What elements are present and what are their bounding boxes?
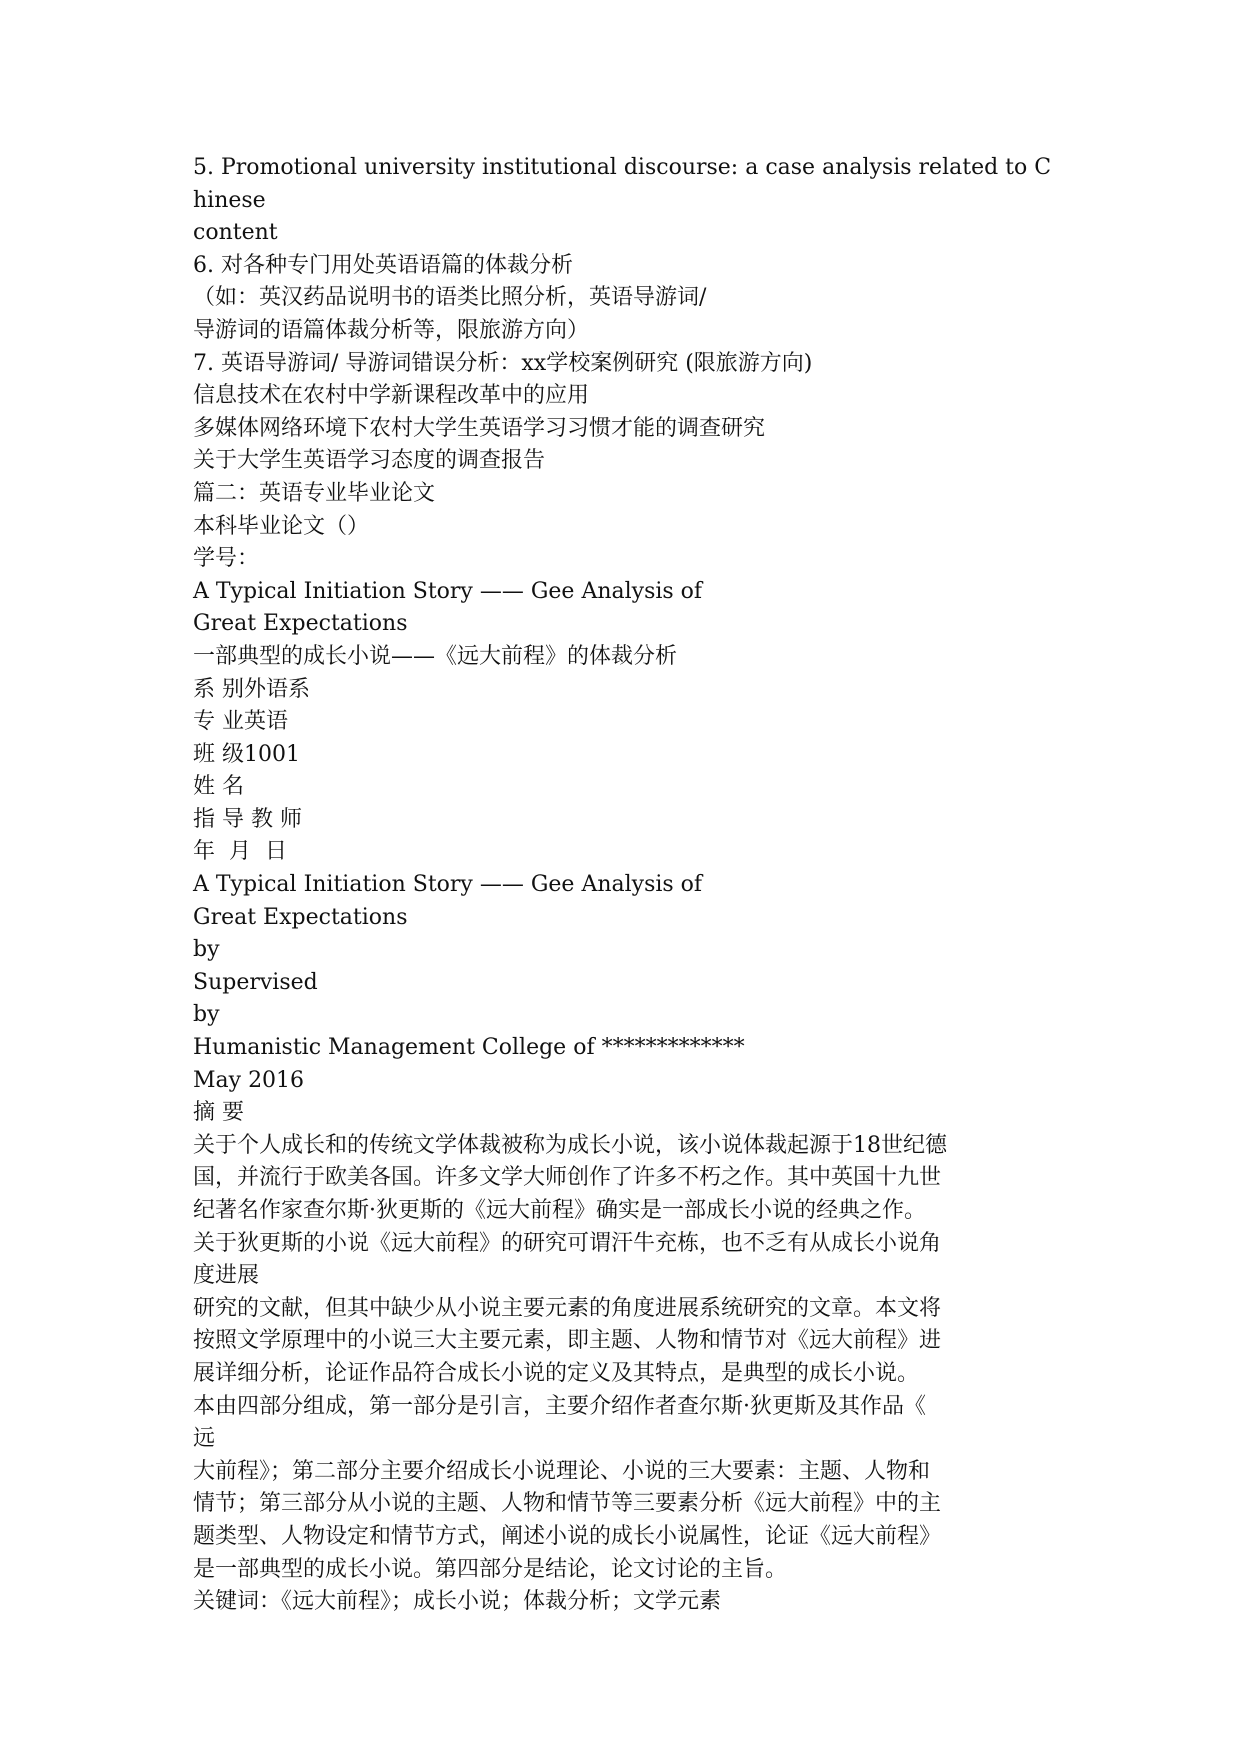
text-line: May 2016: [193, 1067, 305, 1093]
keywords-line: 关键词：《远大前程》；成长小说；体裁分析；文学元素: [193, 1589, 722, 1615]
abstract-text: 按照文学原理中的小说三大主要元素，即主题、人物和情节对《远大前程》进: [193, 1328, 942, 1354]
text-line: 关于大学生英语学习态度的调查报告: [193, 448, 546, 474]
text-line: 学号：: [193, 546, 260, 572]
section-heading: 篇二：英语专业毕业论文: [193, 480, 436, 506]
abstract-text: 大前程》；第二部分主要介绍成长小说理论、小说的三大要素：主题、人物和: [193, 1458, 931, 1484]
abstract-text: 国，并流行于欧美各国。许多文学大师创作了许多不朽之作。其中英国十九世: [193, 1165, 942, 1191]
abstract-text: 远: [193, 1426, 216, 1452]
text-line: 7. 英语导游词/ 导游词错误分析：xx学校案例研究 (限旅游方向): [193, 350, 813, 376]
text-line: by: [193, 1002, 220, 1028]
cover-field: 年 月 日: [193, 839, 287, 865]
text-line: 5. Promotional university institutional discourse: a case analysis related to Chinese: [193, 155, 1052, 213]
text-line: Supervised: [193, 969, 318, 995]
text-line: by: [193, 937, 220, 963]
abstract-text: 研究的文献，但其中缺少从小说主要元素的角度进展系统研究的文章。本文将: [193, 1295, 942, 1321]
text-line: Humanistic Management College of *************: [193, 1035, 745, 1061]
thesis-title-zh: 一部典型的成长小说——《远大前程》的体裁分析: [193, 643, 678, 669]
thesis-title-en: A Typical Initiation Story —— Gee Analysis of: [193, 872, 703, 898]
text-line: content: [193, 220, 278, 246]
thesis-title-en: A Typical Initiation Story —— Gee Analysis of: [193, 578, 703, 604]
cover-field: 专 业英语: [193, 709, 288, 735]
text-line: （如：英汉药品说明书的语类比照分析，英语导游词/: [193, 285, 707, 311]
abstract-text: 是一部典型的成长小说。第四部分是结论，论文讨论的主旨。: [193, 1556, 788, 1582]
abstract-heading: 摘 要: [193, 1100, 244, 1126]
abstract-text: 度进展: [193, 1263, 260, 1289]
cover-field: 指 导 教 师: [193, 806, 302, 832]
abstract-text: 本由四部分组成，第一部分是引言，主要介绍作者查尔斯·狄更斯及其作品《: [193, 1393, 926, 1419]
abstract-text: 关于个人成长和的传统文学体裁被称为成长小说，该小说体裁起源于18世纪德: [193, 1132, 947, 1158]
cover-field: 姓 名: [193, 774, 244, 800]
thesis-title-en: Great Expectations: [193, 904, 408, 930]
abstract-text: 题类型、人物设定和情节方式，阐述小说的成长小说属性，论证《远大前程》: [193, 1523, 942, 1549]
text-line: 导游词的语篇体裁分析等，限旅游方向）: [193, 317, 590, 343]
text-line: 多媒体网络环境下农村大学生英语学习习惯才能的调查研究: [193, 415, 766, 441]
cover-field: 班 级1001: [193, 741, 300, 767]
abstract-text: 情节；第三部分从小说的主题、人物和情节等三要素分析《远大前程》中的主: [193, 1491, 942, 1517]
abstract-text: 纪著名作家查尔斯·狄更斯的《远大前程》确实是一部成长小说的经典之作。: [193, 1198, 926, 1223]
abstract-text: 关于狄更斯的小说《远大前程》的研究可谓汗牛充栋，也不乏有从成长小说角: [193, 1230, 942, 1256]
text-line: 本科毕业论文（）: [193, 513, 370, 539]
document-body: [193, 152, 1053, 1619]
text-line: 信息技术在农村中学新课程改革中的应用: [193, 383, 590, 409]
text-line: 6. 对各种专门用处英语语篇的体裁分析: [193, 252, 573, 278]
thesis-title-en: Great Expectations: [193, 611, 408, 637]
abstract-text: 展详细分析，论证作品符合成长小说的定义及其特点，是典型的成长小说。: [193, 1360, 920, 1386]
cover-field: 系 别外语系: [193, 676, 310, 702]
